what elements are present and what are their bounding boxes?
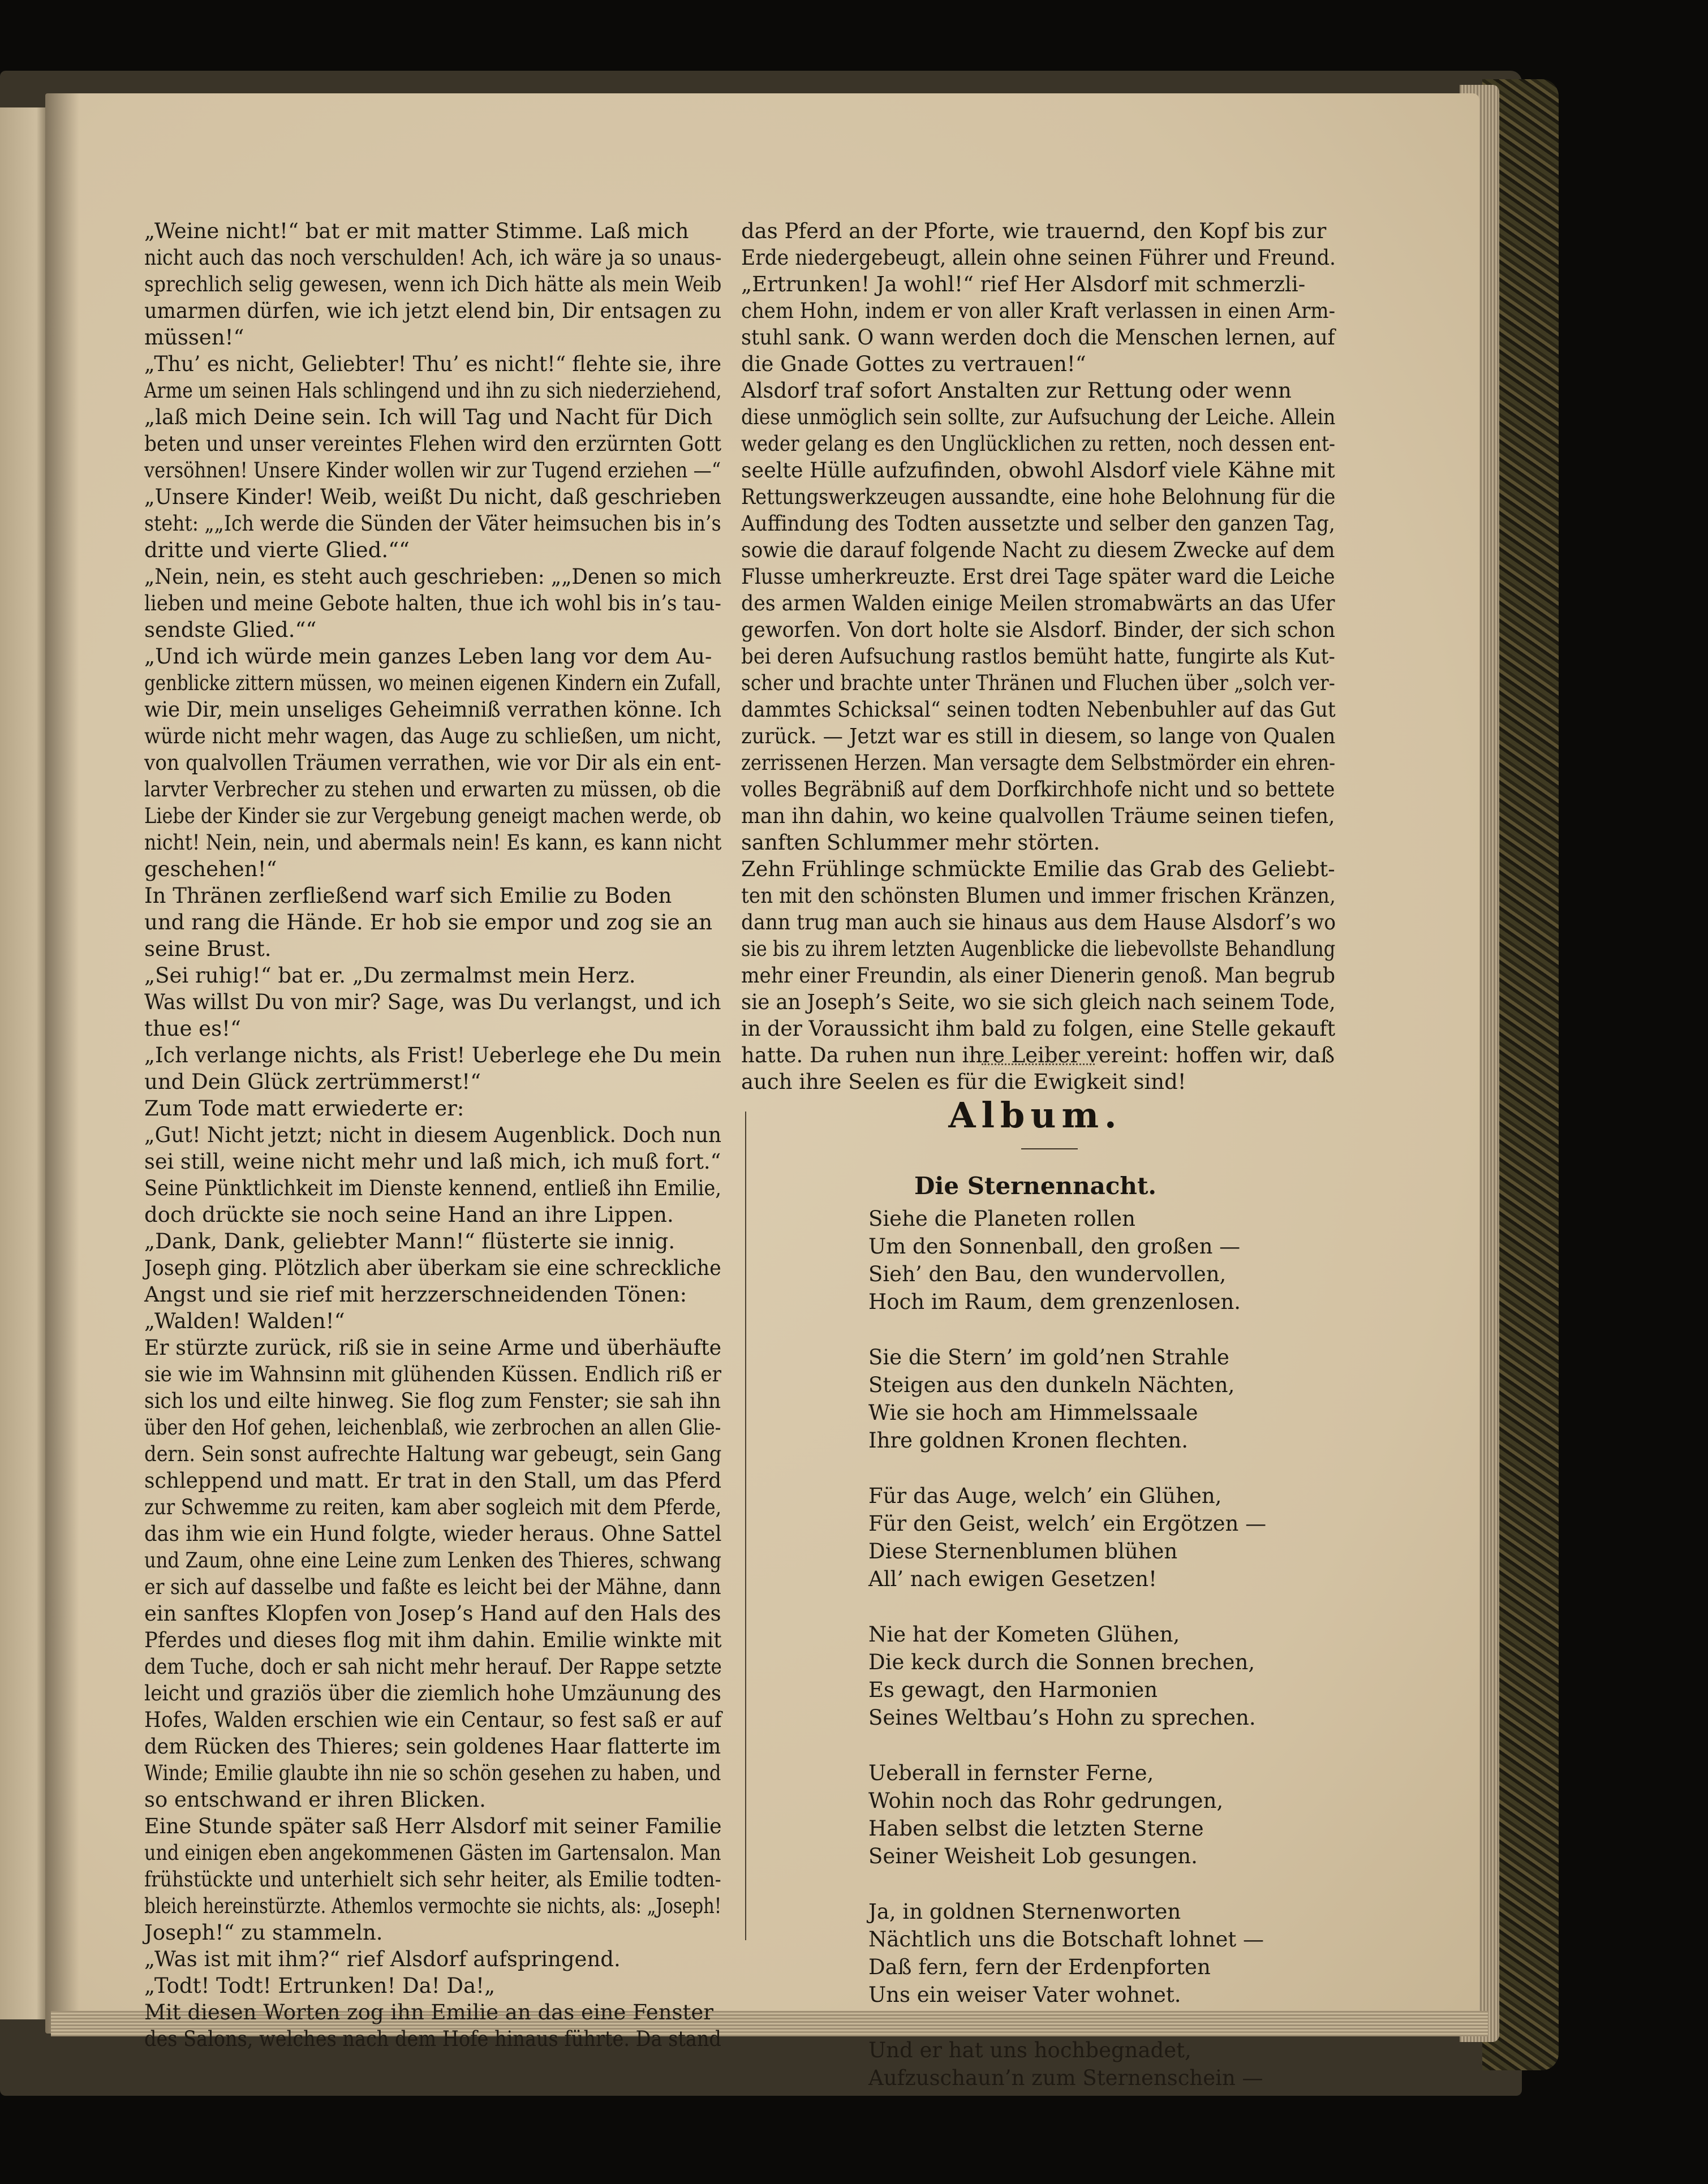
poem-stanza [868, 2036, 1298, 2092]
text-line: Alsdorf traf sofort Anstalten zur Rettung oder wenn [741, 378, 1292, 403]
text-line: Flusse umherkreuzte. Erst drei Tage später ward die Leiche [741, 565, 1335, 589]
text-line: zerrissenen Herzen. Man versagte dem Selbstmörder ein ehren- [741, 751, 1336, 775]
text-line: müssen!“ [144, 325, 244, 350]
text-line: Was willst Du von mir? Sage, was Du verlangst, und ich [144, 990, 721, 1014]
text-line: dem Tuche, doch er sah nicht mehr herauf. Der Rappe setzte [144, 1655, 722, 1679]
poem-line: Es gewagt, den Harmonien [868, 1678, 1158, 1702]
poem-stanza [868, 1482, 1298, 1593]
text-line: leicht und graziös über die ziemlich hohe Umzäunung des [144, 1681, 721, 1705]
poem-line: Hoch im Raum, dem grenzenlosen. [868, 1290, 1241, 1314]
poem-line: Seines Weltbau’s Hohn zu sprechen. [868, 1705, 1256, 1730]
text-line: genblicke zittern müssen, wo meinen eigenen Kindern ein Zufall, [144, 671, 722, 695]
gutter-shadow [45, 93, 79, 2034]
text-line: über den Hof gehen, leichenblaß, wie zerbrochen an allen Glie- [144, 1415, 721, 1440]
text-line: Seine Pünktlichkeit im Dienste kennend, entließ ihn Emilie, [144, 1176, 722, 1200]
poem-line: Für den Geist, welch’ ein Ergötzen — [868, 1511, 1267, 1536]
section-separator [982, 1063, 1095, 1066]
text-line: nicht! Nein, nein, und abermals nein! Es kann, es kann nicht [144, 830, 722, 855]
text-line: „Gut! Nicht jetzt; nicht in diesem Augenblick. Doch nun [144, 1123, 722, 1147]
text-line: dritte und vierte Glied.““ [144, 538, 410, 562]
text-line: zurück. — Jetzt war es still in diesem, so lange von Qualen [741, 724, 1336, 748]
text-line: und Zaum, ohne eine Leine zum Lenken des Thieres, schwang [144, 1548, 722, 1573]
text-line: in der Voraussicht ihm bald zu folgen, eine Stelle gekauft [741, 1016, 1336, 1041]
text-line: zur Schwemme zu reiten, kam aber sogleich mit dem Pferde, [144, 1495, 722, 1519]
album-heading: Album. [948, 1095, 1122, 1136]
text-line: sowie die darauf folgende Nacht zu diesem Zwecke auf dem [741, 538, 1335, 562]
text-line: Hofes, Walden erschien wie ein Centaur, so fest saß er auf [144, 1708, 722, 1732]
text-line: sei still, weine nicht mehr und laß mich, ich muß fort.“ [144, 1149, 721, 1174]
text-line: hatte. Da ruhen nun ihre Leiber vereint: hoffen wir, daß [741, 1043, 1335, 1067]
text-line: larvter Verbrecher zu stehen und erwarten zu müssen, ob die [144, 777, 721, 802]
poem-line: Die keck durch die Sonnen brechen, [868, 1650, 1255, 1674]
poem-line: Ja, in goldnen Sternenworten [868, 1899, 1181, 1924]
text-line: das ihm wie ein Hund folgte, wieder heraus. Ohne Sattel [144, 1522, 722, 1546]
poem-line: All’ nach ewigen Gesetzen! [868, 1567, 1157, 1591]
text-line: Eine Stunde später saß Herr Alsdorf mit seiner Familie [144, 1814, 722, 1838]
text-line: „Was ist mit ihm?“ rief Alsdorf aufspringend. [144, 1947, 621, 1971]
poem-line: Steigen aus den dunkeln Nächten, [868, 1373, 1235, 1397]
text-line: sanften Schlummer mehr störten. [741, 830, 1100, 855]
text-line: Er stürzte zurück, riß sie in seine Arme und überhäufte [144, 1336, 722, 1360]
text-line: „Weine nicht!“ bat er mit matter Stimme. Laß mich [144, 219, 689, 243]
poem-line: Um den Sonnenball, den großen — [868, 1234, 1241, 1259]
text-line: sie wie im Wahnsinn mit glühenden Küssen. Endlich riß er [144, 1362, 721, 1386]
text-line: Angst und sie rief mit herzzerschneidenden Tönen: [144, 1282, 687, 1307]
poem-line: Diese Sternenblumen blühen [868, 1539, 1178, 1563]
poem-line: Wie sie hoch am Himmelssaale [868, 1401, 1198, 1425]
text-line: diese unmöglich sein sollte, zur Aufsuchung der Leiche. Allein [741, 405, 1336, 429]
text-line: Liebe der Kinder sie zur Vergebung geneigt machen werde, ob [144, 804, 721, 828]
text-line: sie bis zu ihrem letzten Augenblicke die liebevollste Behandlung [741, 937, 1336, 961]
text-line: schleppend und matt. Er trat in den Stall, um das Pferd [144, 1468, 722, 1493]
text-line: Rettungswerkzeugen aussandte, eine hohe Belohnung für die [741, 485, 1336, 509]
heading-rule [1021, 1148, 1078, 1149]
text-line: wie Dir, mein unseliges Geheimniß verrathen könne. Ich [144, 697, 722, 722]
poem-line: Ihre goldnen Kronen flechten. [868, 1428, 1188, 1453]
text-line: seine Brust. [144, 937, 272, 961]
text-line: und rang die Hände. Er hob sie empor und zog sie an [144, 910, 713, 934]
text-line: Pferdes und dieses flog mit ihm dahin. Emilie winkte mit [144, 1628, 722, 1652]
poem-line: Sie die Stern’ im gold’nen Strahle [868, 1345, 1229, 1369]
text-line: die Gnade Gottes zu vertrauen!“ [741, 352, 1086, 376]
poem-line: Und er hat uns hochbegnadet, [868, 2038, 1191, 2062]
text-line: „Dank, Dank, geliebter Mann!“ flüsterte sie innig. [144, 1229, 676, 1253]
text-line: umarmen dürfen, wie ich jetzt elend bin, Dir entsagen zu [144, 299, 722, 323]
text-line: Zehn Frühlinge schmückte Emilie das Grab des Geliebt- [741, 857, 1335, 881]
left-page-edge [0, 107, 52, 2019]
text-line: man ihn dahin, wo keine qualvollen Träume seinen tiefen, [741, 804, 1335, 828]
poem-line: Für das Auge, welch’ ein Glühen, [868, 1484, 1222, 1508]
poem-stanza [868, 1205, 1298, 1316]
text-line: und einigen eben angekommenen Gästen im Gartensalon. Man [144, 1841, 721, 1865]
poem-line: Daß fern, fern der Erdenpforten [868, 1955, 1211, 1979]
text-line: sendste Glied.““ [144, 618, 317, 642]
poem-line: Nie hat der Kometen Glühen, [868, 1622, 1180, 1647]
text-line: stuhl sank. O wann werden doch die Menschen lernen, auf [741, 325, 1335, 350]
poem-line: Uns ein weiser Vater wohnet. [868, 1983, 1181, 2007]
poem-line: Ueberall in fernster Ferne, [868, 1761, 1154, 1785]
text-line: würde nicht mehr wagen, das Auge zu schließen, um nicht, [144, 724, 722, 748]
text-line: geworfen. Von dort holte sie Alsdorf. Binder, der sich schon [741, 618, 1336, 642]
text-line: des Salons, welches nach dem Hofe hinaus führte. Da stand [144, 2027, 721, 2051]
poem-line: Seiner Weisheit Lob gesungen. [868, 1844, 1198, 1868]
text-line: beten und unser vereintes Flehen wird den erzürnten Gott [144, 432, 721, 456]
text-line: mehr einer Freundin, als einer Dienerin genoß. Man begrub [741, 963, 1335, 988]
text-line: „Sei ruhig!“ bat er. „Du zermalmst mein Herz. [144, 963, 636, 988]
text-line: ten mit den schönsten Blumen und immer frischen Kränzen, [741, 884, 1336, 908]
text-line: „Ertrunken! Ja wohl!“ rief Her Alsdorf mit schmerzli- [741, 272, 1306, 296]
text-line: von qualvollen Träumen verrathen, wie vor Dir als ein ent- [144, 751, 721, 775]
text-line: Zum Tode matt erwiederte er: [144, 1096, 464, 1121]
text-line: weder gelang es den Unglücklichen zu retten, noch dessen ent- [741, 432, 1336, 456]
text-line: nicht auch das noch verschulden! Ach, ich wäre ja so unaus- [144, 245, 722, 270]
left-text-column [144, 218, 721, 2052]
text-line: sie an Joseph’s Seite, wo sie sich gleich nach seinem Tode, [741, 990, 1336, 1014]
column-rule [745, 1112, 746, 1940]
text-line: „Walden! Walden!“ [144, 1309, 345, 1333]
text-line: sich los und eilte hinweg. Sie flog zum Fenster; sie sah ihn [144, 1389, 721, 1413]
text-line: „Nein, nein, es steht auch geschrieben: „„Denen so mich [144, 565, 722, 589]
text-line: bei deren Aufsuchung rastlos bemüht hatte, fungirte als Kut- [741, 644, 1335, 669]
text-line: er sich auf dasselbe und faßte es leicht bei der Mähne, dann [144, 1575, 721, 1599]
poem-stanza [868, 1898, 1298, 2009]
text-line: ein sanftes Klopfen von Josep’s Hand auf den Hals des [144, 1601, 721, 1626]
text-line: dann trug man auch sie hinaus aus dem Hause Alsdorf’s wo [741, 910, 1336, 934]
text-line: Joseph ging. Plötzlich aber überkam sie eine schreckliche [144, 1256, 721, 1280]
text-line: doch drückte sie noch seine Hand an ihre Lippen. [144, 1203, 674, 1227]
text-line: thue es!“ [144, 1016, 241, 1041]
text-line: Winde; Emilie glaubte ihn nie so schön gesehen zu haben, und [144, 1761, 721, 1785]
text-line: geschehen!“ [144, 857, 277, 881]
text-line: Joseph!“ zu stammeln. [144, 1920, 383, 1945]
poem-line: Wohin noch das Rohr gedrungen, [868, 1789, 1224, 1813]
poem-line: Siehe die Planeten rollen [868, 1207, 1135, 1231]
text-line: des armen Walden einige Meilen stromabwärts an das Ufer [741, 591, 1335, 615]
text-line: scher und brachte unter Thränen und Fluchen über „solch ver- [741, 671, 1335, 695]
text-line: sprechlich selig gewesen, wenn ich Dich hätte als mein Weib [144, 272, 722, 296]
text-line: „Und ich würde mein ganzes Leben lang vor dem Au- [144, 644, 712, 669]
text-line: „Todt! Todt! Ertrunken! Da! Da!„ [144, 1974, 496, 1998]
right-text-column [741, 218, 1335, 1095]
poem [868, 1205, 1298, 2120]
text-line: dammtes Schicksal“ seinen todten Nebenbuhler auf das Gut [741, 697, 1336, 722]
poem-stanza [868, 1759, 1298, 1870]
text-line: auch ihre Seelen es für die Ewigkeit sind! [741, 1070, 1186, 1094]
text-line: Arme um seinen Hals schlingend und ihn zu sich niederziehend, [144, 378, 722, 403]
poem-line: Haben selbst die letzten Sterne [868, 1816, 1204, 1841]
poem-line: Nächtlich uns die Botschaft lohnet — [868, 1927, 1264, 1952]
poem-line: Sieh’ den Bau, den wundervollen, [868, 1262, 1227, 1286]
text-line: versöhnen! Unsere Kinder wollen wir zur Tugend erziehen —“ [144, 458, 721, 483]
text-line: „Ich verlange nichts, als Frist! Ueberlege ehe Du mein [144, 1043, 722, 1067]
text-line: „Thu’ es nicht, Geliebter! Thu’ es nicht!“ flehte sie, ihre [144, 352, 722, 376]
poem-line: Aufzuschaun’n zum Sternenschein — [868, 2066, 1263, 2090]
text-line: seelte Hülle aufzufinden, obwohl Alsdorf viele Kähne mit [741, 458, 1335, 483]
text-line: so entschwand er ihren Blicken. [144, 1787, 486, 1812]
text-line: „laß mich Deine sein. Ich will Tag und Nacht für Dich [144, 405, 713, 429]
text-line: lieben und meine Gebote halten, thue ich wohl bis in’s tau- [144, 591, 721, 615]
poem-stanza [868, 1343, 1298, 1454]
text-line: und Dein Glück zertrümmerst!“ [144, 1070, 481, 1094]
text-line: Mit diesen Worten zog ihn Emilie an das eine Fenster [144, 2000, 713, 2024]
text-line: Auffindung des Todten aussetzte und selber den ganzen Tag, [741, 511, 1335, 536]
poem-stanza [868, 1621, 1298, 1731]
text-line: frühstückte und unterhielt sich sehr heiter, als Emilie todten- [144, 1867, 721, 1892]
poem-title: Die Sternennacht. [914, 1172, 1156, 1200]
text-line: In Thränen zerfließend warf sich Emilie zu Boden [144, 884, 672, 908]
text-line: steht: „„Ich werde die Sünden der Väter heimsuchen bis in’s [144, 511, 721, 536]
text-line: dem Rücken des Thieres; sein goldenes Haar flatterte im [144, 1734, 721, 1759]
text-line: chem Hohn, indem er von aller Kraft verlassen in einen Arm- [741, 299, 1336, 323]
text-line: „Unsere Kinder! Weib, weißt Du nicht, daß geschrieben [144, 485, 722, 509]
text-line: Erde niedergebeugt, allein ohne seinen Führer und Freund. [741, 245, 1336, 270]
text-line: bleich hereinstürzte. Athemlos vermochte sie nichts, als: „Joseph! [144, 1894, 722, 1918]
text-line: volles Begräbniß auf dem Dorfkirchhofe nicht und so bettete [741, 777, 1335, 802]
text-line: dern. Sein sonst aufrechte Haltung war gebeugt, sein Gang [144, 1442, 722, 1466]
text-line: das Pferd an der Pforte, wie trauernd, den Kopf bis zur [741, 219, 1327, 243]
